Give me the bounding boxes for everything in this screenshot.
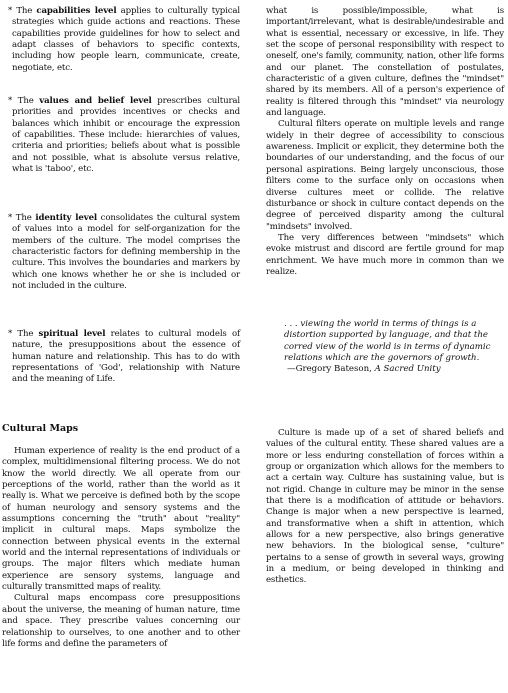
- paragraph: The very differences between "mindsets" which evoke mistrust and discord are fertile ground for map enrichment. We have much more in common than we realize.: [266, 232, 504, 277]
- quote-attribution: —Gregory Bateson, A Sacred Unity: [287, 364, 441, 375]
- bullet-text: relates to cultural models of nature, the presuppositions about the essence of human nature and relationship. This has to do with representations of 'God', relationship with Nature and the meaning of Life.: [12, 329, 240, 385]
- bullet-term: spiritual level: [38, 329, 106, 339]
- bullet-term: identity level: [35, 213, 98, 223]
- section-title: Cultural Maps: [2, 423, 79, 434]
- bullet-spiritual: * The spiritual level relates to cultural models of nature, the presuppositions about the essence of human nature and relationship. This has to do with representations of 'God', relationship with Nature and the meaning of Life.: [8, 329, 240, 385]
- quote-source: A Sacred Unity: [374, 364, 441, 375]
- left-body: [2, 446, 240, 650]
- bullet-capabilities: * The capabilities level applies to culturally typical strategies which guide actions and reactions. These capabilities provide guidelines for how to select and adapt classes of behaviors to specific contexts, including how people learn, communicate, create, negotiate, etc.: [8, 6, 240, 73]
- paragraph: Cultural filters operate on multiple levels and range widely in their degree of accessibility to conscious awareness. Implicit or explicit, they determine both the boundaries of our understanding, and the focus of our personal aspirations. Being largely unconscious, those filters come to the surface only on occasions when diverse cultures meet or collide. The relative disturbance or shock in culture contact depends on the degree of perceived disparity among the cultural "mindsets" involved.: [266, 119, 504, 232]
- paragraph: Human experience of reality is the end product of a complex, multidimensional filtering process. We do not know the world directly. We all operate from our perceptions of the world, rather than the world as it really is. What we perceive is defined both by the scope of human neurology and sensory systems and the assumptions concerning the "truth" about "reality" implicit in cultural maps. Maps symbolize the connection between physical events in the external world and the internal representations of individuals or groups. The major filters which mediate human experience are sensory systems, language and culturally transmitted maps of reality.: [2, 446, 240, 593]
- paragraph: what is possible/impossible, what is important/irrelevant, what is desirable/undesirable and what is essential, necessary or excessive, in life. They set the scope of personal responsibility with respect to oneself, one's family, community, nation, other life forms and our planet. The constellation of postulates, characteristic of a given culture, defines the "mindset" shared by its members. All of a person's experience of reality is filtered through this "mindset" via neurology and language.: [266, 6, 504, 119]
- quote-text: . . . viewing the world in terms of things is a distortion supported by language, and that the corred view of the world is in terms of dynamic relations which are the governors of growth.: [284, 319, 491, 364]
- bullet-text: applies to culturally typical strategies which guide actions and reactions. These capabilities provide guidelines for how to select and adapt classes of behaviors to specific contexts, including how people learn, communicate, create, negotiate, etc.: [12, 6, 240, 73]
- right-body: [266, 6, 504, 278]
- bullet-term: capabilities level: [36, 6, 117, 16]
- right-bottom-body: [266, 428, 504, 587]
- paragraph: Cultural maps encompass core presuppositions about the universe, the meaning of human nature, time and space. They prescribe values concerning our relationship to ourselves, to one another and to other life forms and define the parameters of: [2, 593, 240, 649]
- bullet-term: values and belief level: [39, 96, 152, 106]
- paragraph: Culture is made up of a set of shared beliefs and values of the cultural entity. These shared values are a more or less enduring constellation of forces within a group or organization which allows for the members to act a certain way. Culture has sustaining value, but is not rigid. Change in culture may be minor in the sense that there is a modification of attitude or behaviors. Change is major when a new perspective is learned, and transformative when a shift in attention, which allows for a new perspective, also brings generative new behaviors. In the biological sense, "culture" pertains to a sense of growth in several ways, growing in a medium, or being developed in thinking and esthetics.: [266, 428, 504, 586]
- bullet-text: consolidates the cultural system of values into a model for self-organization for the members of the culture. The model comprises the characteristic factors for defining membership in the culture. This involves the boundaries and markers by which one knows whether he or she is included or not included in the culture.: [12, 213, 241, 292]
- bullet-identity: * The identity level consolidates the cultural system of values into a model for self-organization for the members of the culture. The model comprises the characteristic factors for defining membership in the culture. This involves the boundaries and markers by which one knows whether he or she is included or not included in the culture.: [8, 213, 241, 292]
- bullet-text: prescribes cultural priorities and provides incentives or checks and balances which inhibit or encourage the expression of capabilities. These include: hierarchies of values, criteria and priorities; beliefs about what is possible and not possible, what is absolute versus relative, what is 'taboo', etc.: [12, 96, 240, 175]
- epigraph-quote: [284, 319, 500, 376]
- bullet-values-belief: * The values and belief level prescribes cultural priorities and provides incentives or checks and balances which inhibit or encourage the expression of capabilities. These include: hierarchies of values, criteria and priorities; beliefs about what is possible and not possible, what is absolute versus relative, what is 'taboo', etc.: [8, 96, 240, 175]
